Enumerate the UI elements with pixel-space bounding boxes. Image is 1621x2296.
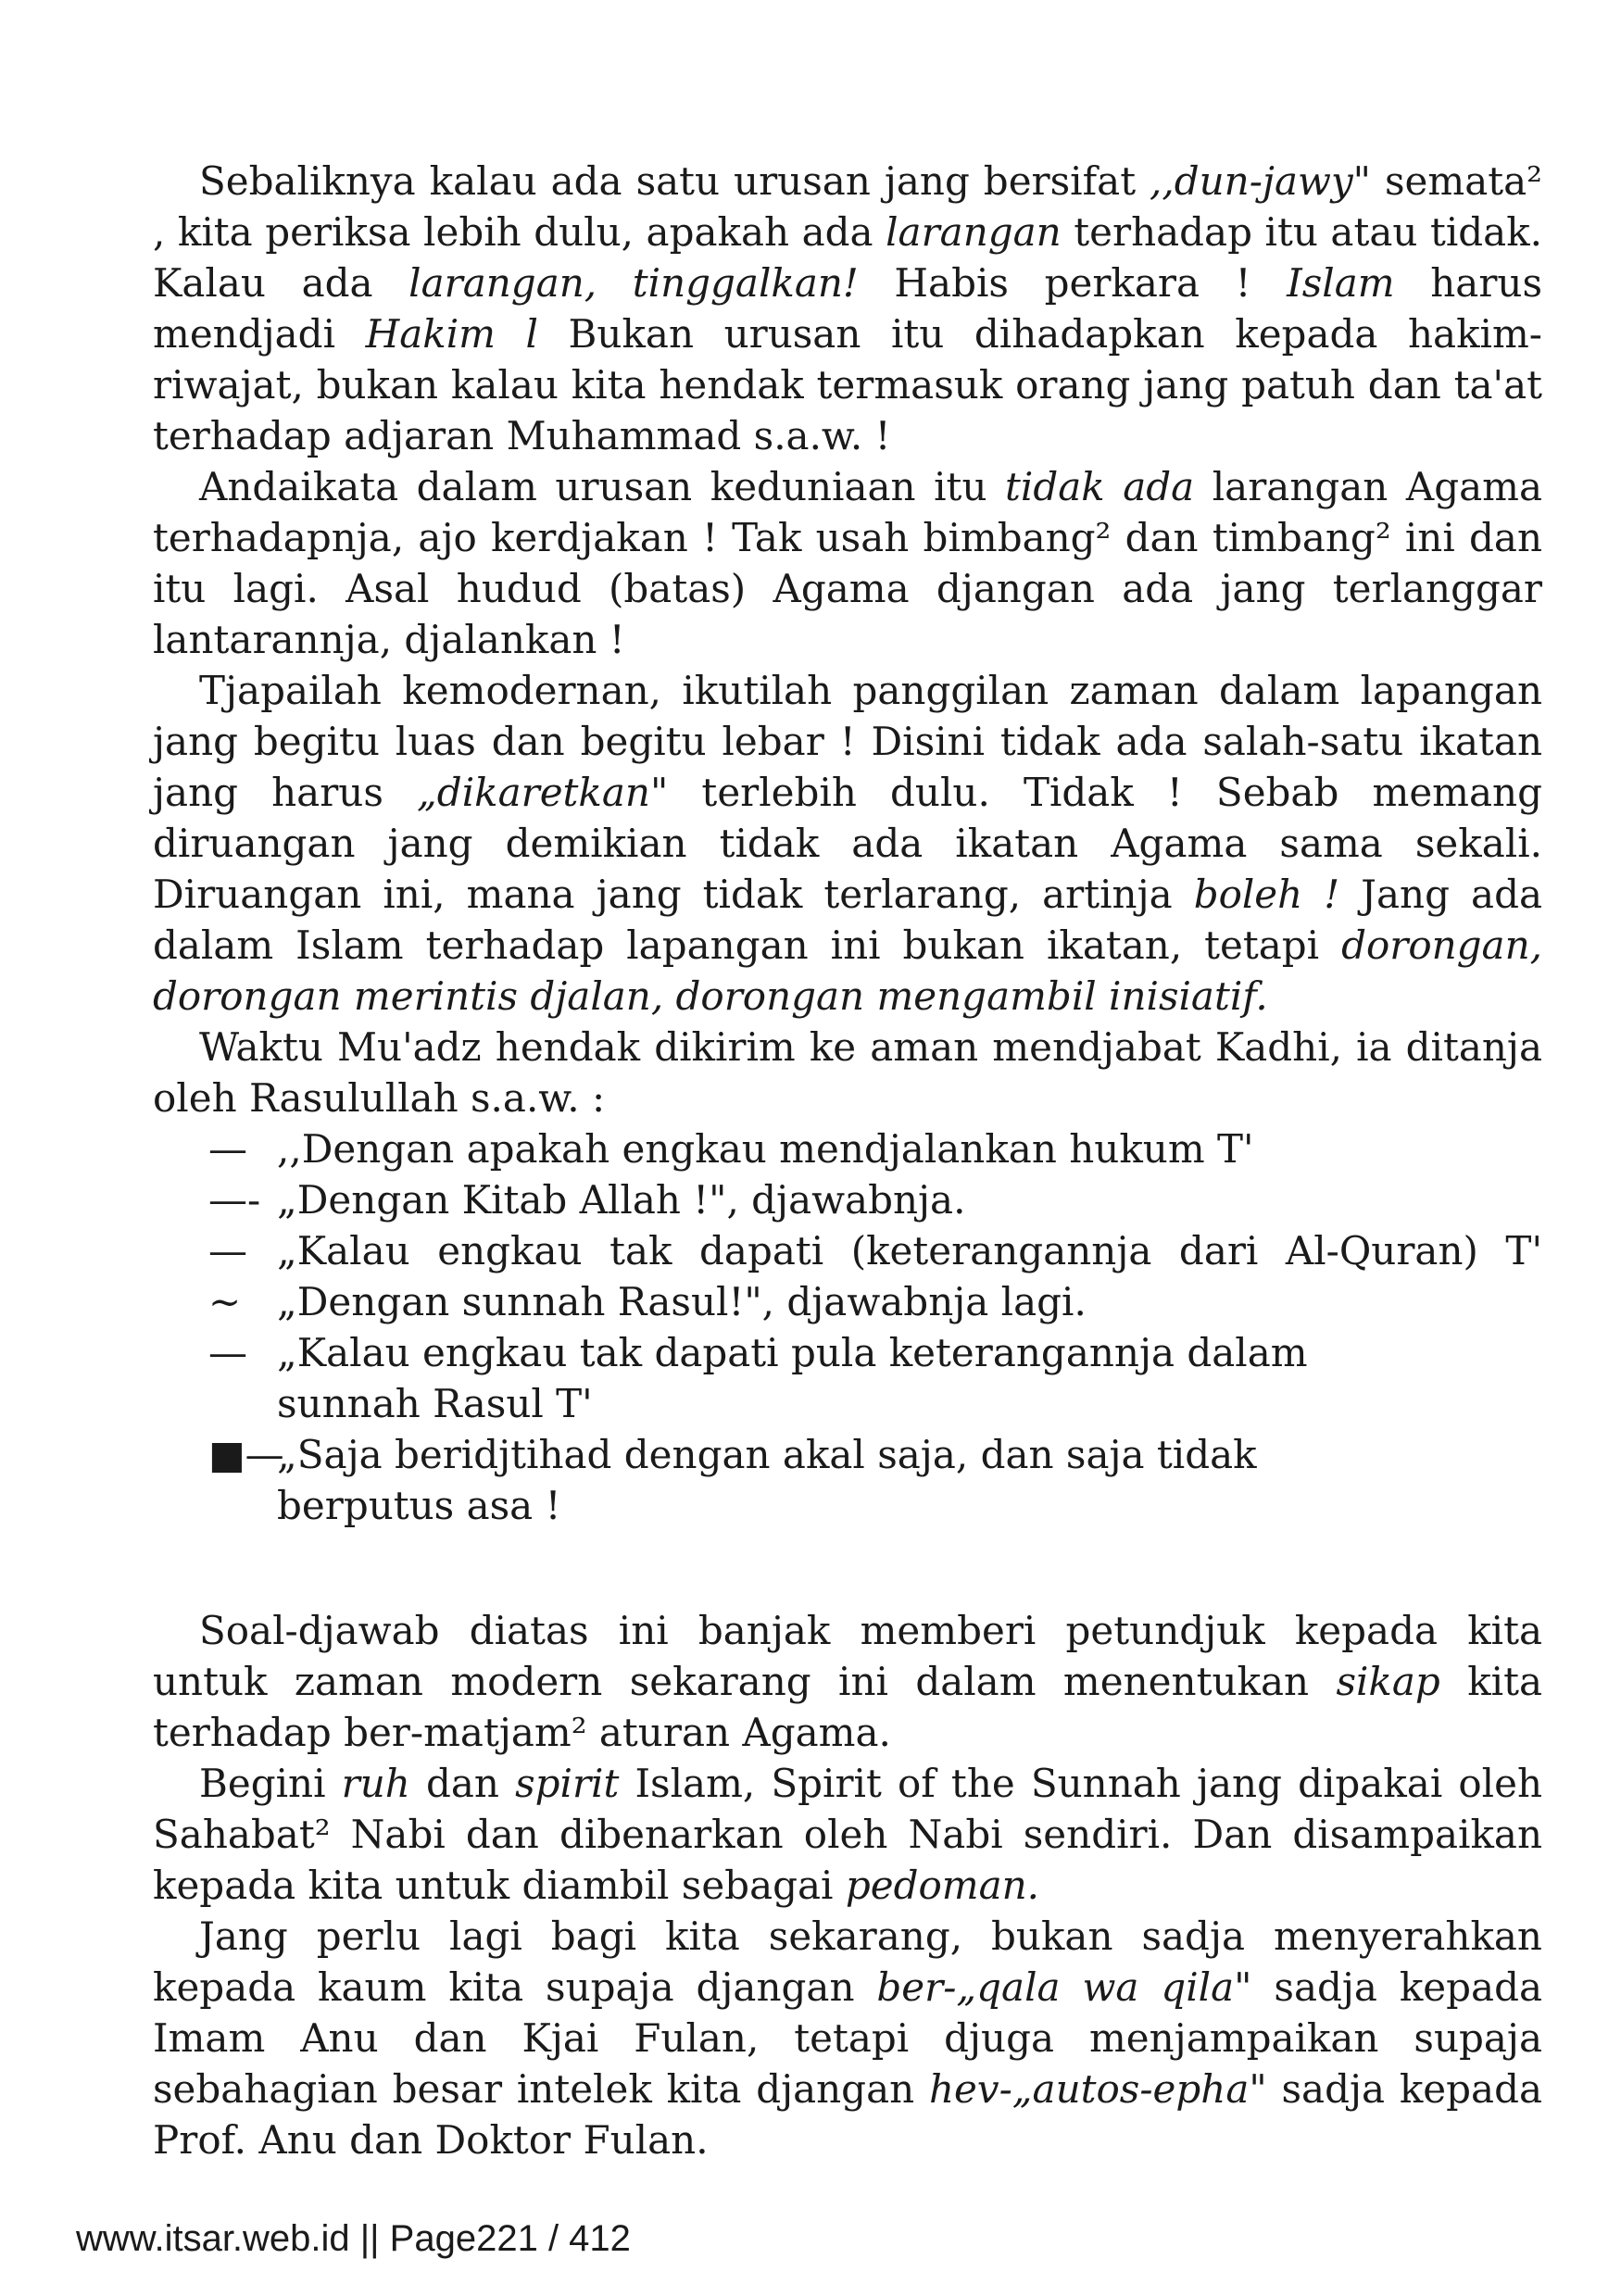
italic-run: tidak ada [1005,464,1195,509]
dialogue-text: ,,Dengan apakah engkau mendjalankan hukum T' [277,1126,1254,1172]
paragraph [153,1022,1542,1123]
text-run: Sebaliknya kalau ada satu urusan jang bersifat [199,158,1150,204]
text-run: kita terhadap ber-matjam² aturan Agama. [153,1659,1542,1755]
dialogue-line [153,1327,1389,1429]
dialogue-dash: — [208,1126,247,1172]
italic-run: spirit [515,1761,620,1806]
paragraph [153,1911,1542,2165]
dialogue-text: „Dengan Kitab Allah !", djawabnja. [277,1177,966,1223]
italic-run: hev-„autos-epha" [928,2066,1267,2112]
page-footer: www.itsar.web.id || Page221 / 412 [76,2218,631,2259]
dialogue-text: „Dengan sunnah Rasul!", djawabnja lagi. [277,1279,1087,1324]
italic-run: Hakim l [365,311,538,357]
italic-run: ruh [341,1761,410,1806]
dialogue-text: „Kalau engkau tak dapati (keterangannja dari Al-Quran) T' [277,1228,1542,1273]
italic-run: ,,dun-jawy" [1150,158,1371,204]
top-paragraphs [153,156,1542,1123]
italic-run: pedoman. [845,1863,1040,1908]
text-run: semata² , kita periksa lebih dulu, apakah ada [153,158,1542,255]
text-run: harus mendjadi [153,260,1543,357]
text-run: sadja kepada Imam Anu dan Kjai Fulan, tetapi djuga menjampaikan supaja sebahagian besar intelek kita djangan [153,1964,1542,2112]
italic-run: Islam [1287,260,1395,306]
dialogue-dash: —- [208,1177,261,1223]
italic-run: boleh ! [1193,872,1340,917]
text-run: terhadap itu atau tidak. Kalau ada [153,209,1542,306]
text-run: Jang perlu lagi bagi kita sekarang, bukan sadja menyerahkan kepada kaum kita supaja djangan [153,1913,1542,2010]
dialogue-line [153,1429,1389,1531]
italic-run: ber-„qala wa qila" [876,1964,1252,2010]
dialogue-line [153,1225,1542,1276]
text-run: Soal-djawab diatas ini banjak memberi petundjuk kepada kita untuk zaman modern sekarang ini dalam menentukan [153,1608,1542,1704]
dialogue-list [153,1123,1542,1531]
italic-run: sikap [1336,1659,1440,1704]
italic-run: „dikaretkan" [417,770,669,815]
paragraph [153,156,1542,461]
italic-run: larangan [886,209,1062,255]
paragraph [153,1605,1542,1758]
paragraph [153,461,1542,665]
text-run: Andaikata dalam urusan keduniaan itu [199,464,1006,509]
text-run: Jang ada dalam Islam terhadap lapangan ini bukan ikatan, tetapi [153,872,1542,968]
dialogue-dash: — [208,1228,247,1273]
text-run: sadja kepada Prof. Anu dan Doktor Fulan. [153,2066,1542,2163]
dialogue-dash: ■— [208,1432,284,1477]
text-run: Habis perkara ! [858,260,1288,306]
italic-run: dorongan, dorongan merintis djalan, dorongan mengambil inisiatif. [153,922,1542,1019]
page-content [153,156,1542,2165]
paragraph [153,665,1542,1022]
text-run: dan [409,1761,516,1806]
dialogue-dash: — [208,1330,247,1375]
text-run: larangan Agama terhadapnja, ajo kerdjakan ! Tak usah bimbang² dan timbang² ini dan itu lagi. Asal hudud (batas) Agama djangan ada jang terlanggar lantarannja, djalankan ! [153,464,1542,662]
section-gap [153,1531,1542,1605]
text-run: Waktu Mu'adz hendak dikirim ke aman mendjabat Kadhi, ia ditanja oleh Rasulullah s.a.w. : [153,1024,1542,1121]
text-run: Tjapailah kemodernan, ikutilah panggilan zaman dalam lapangan jang begitu luas dan begitu lebar ! Disini tidak ada salah-satu ikatan jang harus [153,668,1542,815]
dialogue-line [153,1174,1542,1225]
dialogue-line [153,1276,1542,1327]
dialogue-dash: ~ [208,1279,242,1324]
text-run: Begini [199,1761,342,1806]
italic-run: larangan, tinggalkan! [408,260,859,306]
dialogue-text: „Saja beridjtihad dengan akal saja, dan saja tidak berputus asa ! [277,1432,1257,1528]
text-run: Islam, Spirit of the Sunnah jang dipakai oleh Sahabat² Nabi dan dibenarkan oleh Nabi sendiri. Dan disampaikan kepada kita untuk diambil sebagai [153,1761,1543,1908]
text-run: Bukan urusan itu dihadapkan kepada hakim-riwajat, bukan kalau kita hendak termasuk orang jang patuh dan ta'at terhadap adjaran Muhammad s.a.w. ! [153,311,1542,458]
bottom-paragraphs [153,1605,1542,2165]
dialogue-line [153,1123,1542,1174]
dialogue-text: „Kalau engkau tak dapati pula keterangannja dalam sunnah Rasul T' [277,1330,1308,1426]
text-run: terlebih dulu. Tidak ! Sebab memang diruangan jang demikian tidak ada ikatan Agama sama sekali. Diruangan ini, mana jang tidak terlarang, artinja [153,770,1542,917]
paragraph [153,1758,1542,1911]
